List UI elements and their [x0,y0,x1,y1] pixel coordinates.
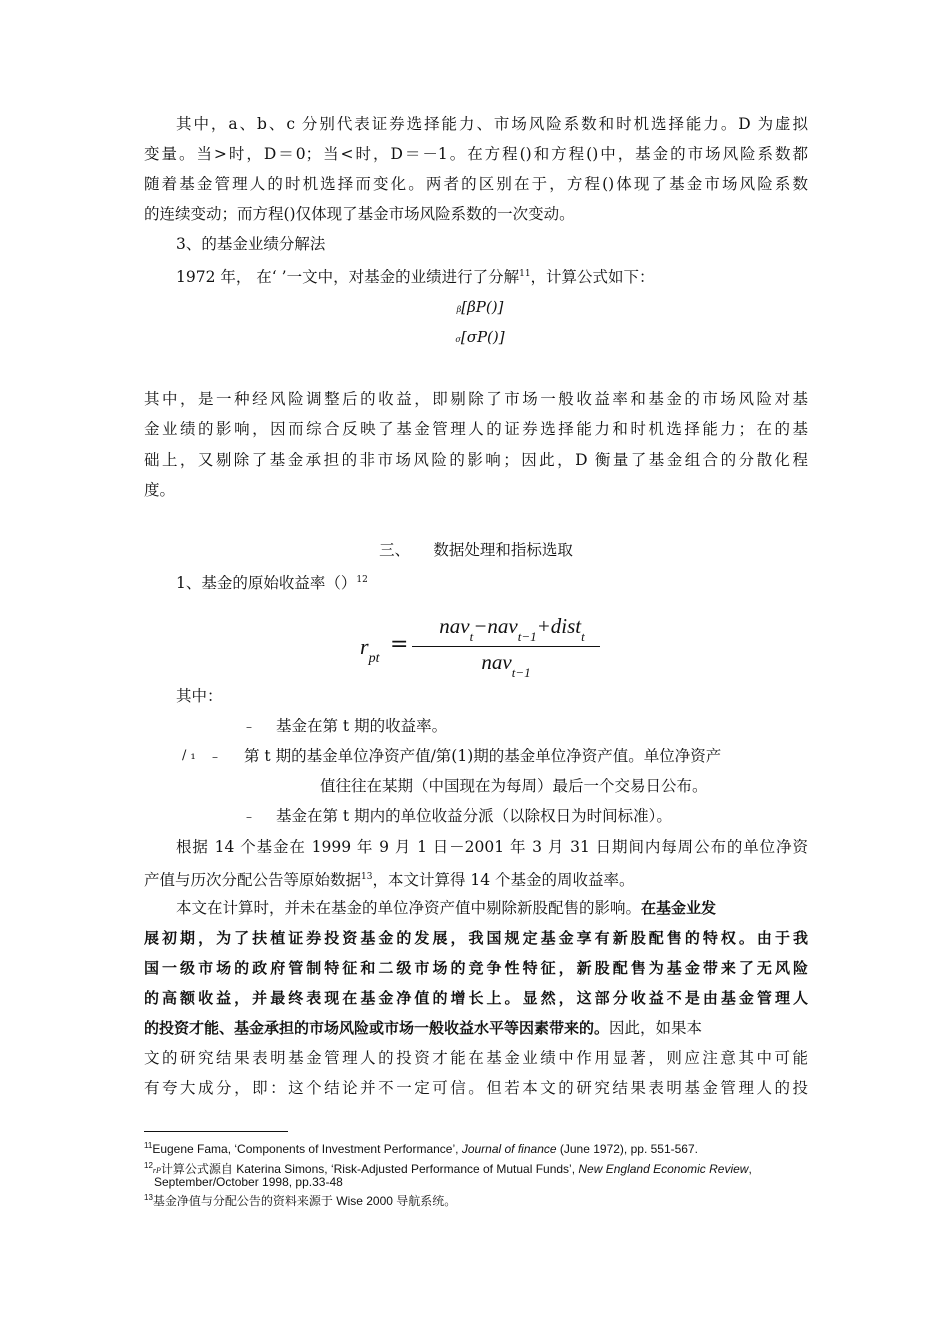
footnote-ref: 12 [356,575,368,585]
formula-prefix: β [456,305,462,314]
footnote-text: , [748,1162,752,1176]
footnote-ref: 13 [361,872,373,882]
footnote-number: 11 [144,1141,153,1150]
footnote-ref: 11 [519,269,531,279]
formula-lhs [360,634,379,667]
footnote-13 [144,1191,456,1208]
paragraph-line: 文的研究结果表明基金管理人的投资才能在基金业绩中作用显著，则应注意其中可能 [144,1049,808,1067]
formula-symbol: nav [487,614,518,638]
formula-body: [βP()] [461,298,504,316]
definition-dash: – [246,720,252,734]
paragraph-line: 础上，又剔除了基金承担的非市场风险的影响；因此，D 衡量了基金组合的分散化程 [144,451,808,469]
footnote-separator [144,1131,288,1132]
paragraph-text: 产值与历次分配公告等原始数据 [144,871,362,889]
footnote-number: 13 [144,1193,153,1202]
paragraph-line: 有夸大成分，即：这个结论并不一定可信。但若本文的研究结果表明基金管理人的投 [144,1079,808,1097]
paragraph-line [176,898,808,918]
definition-item: 基金在第 t 期的收益率。 [276,717,448,735]
footnote-symbol: rP [152,1166,161,1175]
paragraph-text: 本文在计算时，并未在基金的单位净资产值中剔除新股配售的影响。 [176,899,642,917]
formula-alpha-beta [440,298,520,316]
paragraph-line: 随着基金管理人的时机选择而变化。两者的区别在于，方程()体现了基金市场风险系数 [144,175,808,193]
footnote-11 [144,1139,698,1156]
paragraph-line: 金业绩的影响，因而综合反映了基金管理人的证券选择能力和时机选择能力；在的基 [144,420,808,438]
formula-symbol: r [360,634,369,659]
paragraph-bold-text: 的投资才能、基金承担的市场风险或市场一般收益水平等因素带来的。 [144,1019,610,1037]
subsection-heading [176,570,808,593]
footnote-text: 计算公式源自 Katerina Simons, ‘Risk-Adjusted Performance of Mutual Funds’, [160,1162,579,1176]
formula-operator: + [536,614,551,638]
paragraph-bold-text: 在基金业发 [641,899,717,917]
footnote-text: Eugene Fama, ‘Components of Investment Performance’, [152,1142,462,1156]
paragraph-text: 1972 年， 在‘ ’一文中，对基金的业绩进行了分解 [176,268,520,286]
formula-symbol: nav [481,650,512,674]
formula-prefix: σ [455,335,461,344]
formula-subscript: t [469,629,474,644]
definition-item-cont: 值往往在某期（中国现在为每周）最后一个交易日公布。 [320,777,708,795]
definition-item: 基金在第 t 期内的单位收益分派（以除权日为时间标准）。 [276,807,672,825]
paragraph-text: ，计算公式如下： [530,268,655,286]
formula-operator: − [473,614,488,638]
definition-item: 第 t 期的基金单位净资产值/第(1)期的基金单位净资产值。单位净资产 [244,747,722,765]
formula-subscript: pt [368,651,380,666]
fraction-bar [412,646,600,647]
footnote-text: 基金净值与分配公告的资料来源于 Wise 2000 导航系统。 [152,1194,457,1208]
paragraph-bold-line: 展初期，为了扶植证券投资基金的发展，我国规定基金享有新股配售的特权。由于我 [144,929,808,947]
paragraph-line [144,1018,808,1038]
paragraph-line: 其中，a、b、c 分别代表证券选择能力、市场风险系数和时机选择能力。D 为虚拟 [176,115,808,133]
formula-equals: = [390,632,409,657]
footnote-12-cont: September/October 1998, pp.33-48 [154,1175,343,1189]
definition-dash: – [246,810,252,824]
footnote-journal: New England Economic Review [578,1162,749,1176]
paragraph-text: ，本文计算得 14 个基金的周收益率。 [372,871,635,889]
paragraph-line [176,264,808,287]
formula-body: [σP()] [460,328,505,346]
paragraph-line: 根据 14 个基金在 1999 年 9 月 1 日－2001 年 3 月 31 日期间内每周公布的单位净资 [176,838,808,856]
paragraph-line: 度。 [144,481,176,499]
paragraph-line: 其中，是一种经风险调整后的收益，即剔除了市场一般收益率和基金的市场风险对基 [144,390,808,408]
return-rate-formula [356,612,616,682]
footnote-text: (June 1972), pp. 551-567. [556,1142,698,1156]
heading-text: 1、基金的原始收益率（） [176,574,357,592]
paragraph-text: 因此，如果本 [609,1019,703,1037]
paragraph-line: 的连续变动；而方程()仅体现了基金市场风险系数的一次变动。 [144,205,575,223]
formula-symbol: nav [439,614,470,638]
section-title: 三、 数据处理和指标选取 [379,541,573,559]
definition-symbol: / ₁ [182,748,196,763]
subsection-heading: 3、的基金业绩分解法 [176,235,326,253]
formula-subscript: t−1 [511,665,531,680]
footnote-journal: Journal of finance [461,1142,557,1156]
definition-dash: – [212,750,218,764]
paragraph-bold-line: 国一级市场的政府管制特征和二级市场的竞争性特征，新股配售为基金带来了无风险 [144,959,808,977]
formula-alpha-sigma [440,328,520,346]
formula-subscript: t [581,629,585,644]
formula-numerator [412,614,612,645]
formula-subscript: t−1 [517,629,537,644]
formula-symbol: dist [550,614,582,638]
where-label: 其中： [176,687,223,705]
paragraph-bold-line: 的高额收益，并最终表现在基金净值的增长上。显然，这部分收益不是由基金管理人 [144,989,808,1007]
formula-denominator [412,650,600,681]
footnote-number: 12 [144,1161,153,1170]
paragraph-line [144,867,808,890]
paragraph-line: 变量。当>时，D＝0；当<时，D＝－1。在方程()和方程()中，基金的市场风险系数都 [144,145,808,163]
